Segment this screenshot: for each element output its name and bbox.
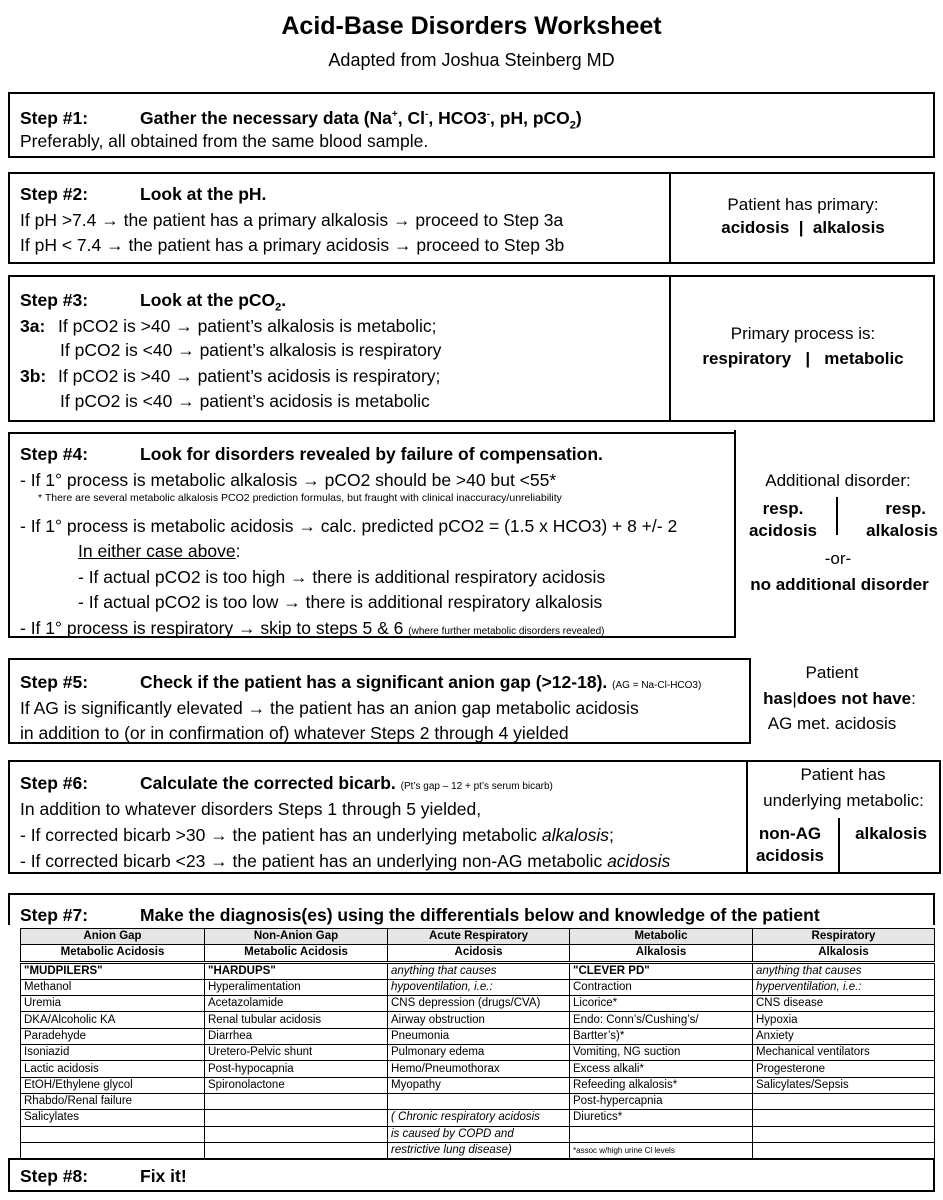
table-cell: Alkalosis [570,945,753,962]
step8-label: Step #8: [20,1166,89,1186]
table-row [21,1142,935,1158]
step3-line4: If pCO2 is <40 → patient’s acidosis is metabolic [60,391,430,411]
step8-box [8,1158,935,1192]
step5-title: Check if the patient has a significant anion gap (>12-18). [140,672,608,692]
step2-heading [20,183,266,205]
step4-heading [20,443,603,465]
step7-heading [20,904,820,926]
table-cell: Metabolic Acidosis [21,945,205,962]
step3-line3: 3b: If pCO2 is >40 → patient’s acidosis is respiratory; [20,366,441,386]
table-cell: Salicylates [21,1110,205,1126]
table-cell: Salicylates/Sepsis [753,1077,935,1093]
table-row [21,1077,935,1093]
table-row [21,979,935,995]
step2-line2: If pH < 7.4 → the patient has a primary acidosis → proceed to Step 3b [20,235,565,255]
step4-line6: - If 1° process is respiratory → skip to steps 5 & 6 (where further metabolic disorders revealed) [20,618,605,638]
step2-line1: If pH >7.4 → the patient has a primary alkalosis → proceed to Step 3a [20,210,564,230]
table-cell [205,1142,388,1158]
table-cell: *assoc w/high urine Cl levels [570,1142,753,1158]
step4-line4: - If actual pCO2 is too high → there is additional respiratory acidosis [78,567,606,587]
step2-divider [669,174,671,262]
step4-line2: - If 1° process is metabolic acidosis → calc. predicted pCO2 = (1.5 x HCO3) + 8 +/- 2 [20,516,678,536]
table-cell: is caused by COPD and [388,1126,570,1142]
table-cell: Progesterone [753,1061,935,1077]
table-cell: Mechanical ventilators [753,1045,935,1061]
step3-side-choice: respiratory | metabolic [702,349,904,368]
table-cell: Metabolic [570,929,753,945]
table-cell: Diarrhea [205,1028,388,1044]
table-cell [753,1142,935,1158]
step6-box [8,760,748,874]
table-row [21,1110,935,1126]
step3-box [8,275,935,422]
table-cell [753,1093,935,1109]
table-cell: Hypoxia [753,1012,935,1028]
step4-title: Look for disorders revealed by failure of compensation. [140,444,603,464]
step6-title-note: (Pt’s gap – 12 + pt’s serum bicarb) [400,781,553,792]
step6-line2: - If corrected bicarb >30 → the patient has an underlying metabolic alkalosis; [20,825,614,845]
step1-title: Gather the necessary data (Na+, Cl-, HCO3-, pH, pCO$_2$) [140,107,582,132]
table-cell: Alkalosis [753,945,935,962]
step4-side-title: Additional disorder: [765,471,911,490]
table-cell: ( Chronic respiratory acidosis [388,1110,570,1126]
table-cell: Contraction [570,979,753,995]
table-cell: Acetazolamide [205,996,388,1012]
step1-line1: Preferably, all obtained from the same blood sample. [20,131,429,151]
table-cell: Paradehyde [21,1028,205,1044]
step2-side-title: Patient has primary: [727,195,879,214]
step2-label: Step #2: [20,184,89,204]
step4-note: * There are several metabolic alkalosis PCO2 prediction formulas, but fraught with clinical inaccuracy/unreliability [38,492,562,504]
step5-label: Step #5: [20,672,89,692]
step6-line1: In addition to whatever disorders Steps 1 through 5 yielded, [20,799,482,819]
table-cell: Excess alkali* [570,1061,753,1077]
step4-line5: - If actual pCO2 is too low → there is additional respiratory alkalosis [78,592,603,612]
table-cell: EtOH/Ethylene glycol [21,1077,205,1093]
table-cell: Uremia [21,996,205,1012]
table-cell: Bartter’s)* [570,1028,753,1044]
table-row [21,1093,935,1109]
table-cell [388,1093,570,1109]
step4-side-divider [836,497,838,535]
table-cell: Acidosis [388,945,570,962]
table-cell: anything that causes [753,962,935,979]
table-cell [21,1142,205,1158]
table-cell: Licorice* [570,996,753,1012]
table-cell: Myopathy [388,1077,570,1093]
step5-line1: If AG is significantly elevated → the patient has an anion gap metabolic acidosis [20,698,639,718]
step5-heading [20,671,701,697]
step5-side-bottom: AG met. acidosis [767,714,897,733]
table-cell: Anion Gap [21,929,205,945]
step2-side-choice: acidosis | alkalosis [721,218,885,237]
step6-side-non-ag: non-AG acidosis [755,824,825,865]
table-header-row [21,945,935,962]
table-cell: Diuretics* [570,1110,753,1126]
step3-side-title: Primary process is: [730,324,876,343]
step8-title: Fix it! [140,1166,187,1186]
table-cell: "MUDPILERS" [21,962,205,979]
table-row [21,1012,935,1028]
table-cell: Lactic acidosis [21,1061,205,1077]
step5-title-note: (AG = Na-Cl-HCO3) [612,680,702,691]
table-cell: Acute Respiratory [388,929,570,945]
step6-title: Calculate the corrected bicarb. [140,773,396,793]
step5-side-title: Patient [805,663,859,682]
table-cell: Rhabdo/Renal failure [21,1093,205,1109]
step5-side-choice: has|does not have: [763,689,916,708]
step3-label: Step #3: [20,290,89,310]
step4-side-resp-acidosis: resp. acidosis [748,499,818,540]
table-row [21,962,935,979]
table-cell [205,1110,388,1126]
table-row [21,1061,935,1077]
table-row [21,996,935,1012]
table-cell: Renal tubular acidosis [205,1012,388,1028]
table-cell: Pneumonia [388,1028,570,1044]
table-cell [205,1126,388,1142]
step2-box [8,172,935,264]
step1-box [8,92,935,158]
step4-line3: In either case above: [78,541,241,561]
table-cell: CNS depression (drugs/CVA) [388,996,570,1012]
step5-box [8,658,751,744]
table-cell [21,1126,205,1142]
table-row [21,1126,935,1142]
step3-line1: 3a: If pCO2 is >40 → patient’s alkalosis is metabolic; [20,316,437,336]
table-cell: Anxiety [753,1028,935,1044]
step6-label: Step #6: [20,773,89,793]
differential-table [20,928,935,1159]
step6-heading [20,772,553,798]
table-cell: Methanol [21,979,205,995]
table-cell: Non-Anion Gap [205,929,388,945]
step6-side-alkalosis: alkalosis [855,824,927,843]
step3-divider [669,277,671,420]
table-row [21,1045,935,1061]
step2-title: Look at the pH. [140,184,267,204]
table-header-row [21,929,935,945]
table-cell: Hyperalimentation [205,979,388,995]
step7-title: Make the diagnosis(es) using the differentials below and knowledge of the patient [140,905,820,925]
table-cell: Hemo/Pneumothorax [388,1061,570,1077]
table-cell: restrictive lung disease) [388,1142,570,1158]
step1-label: Step #1: [20,107,89,128]
step4-label: Step #4: [20,444,89,464]
table-cell: anything that causes [388,962,570,979]
table-cell [570,1126,753,1142]
step4-side-or: -or- [824,549,852,568]
step4-divider [734,430,736,638]
step3-line2: If pCO2 is <40 → patient’s alkalosis is respiratory [60,340,442,360]
step8-heading [20,1165,187,1187]
table-cell [205,1093,388,1109]
table-cell: hypoventilation, i.e.: [388,979,570,995]
step6-side-divider [838,818,840,872]
table-cell [753,1126,935,1142]
page-title: Acid-Base Disorders Worksheet [281,12,662,40]
table-cell: CNS disease [753,996,935,1012]
table-cell: Respiratory [753,929,935,945]
step3-title: Look at the pCO$_2$. [140,290,287,314]
table-cell: Refeeding alkalosis* [570,1077,753,1093]
step4-side-resp-alkalosis: resp. alkalosis [866,499,938,540]
table-cell: Endo: Conn’s/Cushing’s/ [570,1012,753,1028]
table-cell: Metabolic Acidosis [205,945,388,962]
step5-line2: in addition to (or in confirmation of) whatever Steps 2 through 4 yielded [20,723,569,743]
table-row [21,1028,935,1044]
table-cell: Airway obstruction [388,1012,570,1028]
step6-line3: - If corrected bicarb <23 → the patient has an underlying non-AG metabolic acidosis [20,851,671,871]
table-cell: Pulmonary edema [388,1045,570,1061]
table-cell: DKA/Alcoholic KA [21,1012,205,1028]
table-cell: hyperventilation, i.e.: [753,979,935,995]
table-cell: Uretero-Pelvic shunt [205,1045,388,1061]
table-cell: "CLEVER PD" [570,962,753,979]
table-cell: Spironolactone [205,1077,388,1093]
page-subtitle: Adapted from Joshua Steinberg MD [328,50,615,70]
step4-line1: - If 1° process is metabolic alkalosis → pCO2 should be >40 but <55* [20,470,557,490]
table-cell [753,1110,935,1126]
table-cell: Post-hypercapnia [570,1093,753,1109]
step6-side-title2: underlying metabolic: [763,791,924,810]
step7-label: Step #7: [20,905,89,925]
table-cell: "HARDUPS" [205,962,388,979]
table-cell: Vomiting, NG suction [570,1045,753,1061]
step6-side-title1: Patient has [800,765,886,784]
step4-side-none: no additional disorder [750,575,929,594]
table-cell: Isoniazid [21,1045,205,1061]
table-cell: Post-hypocapnia [205,1061,388,1077]
